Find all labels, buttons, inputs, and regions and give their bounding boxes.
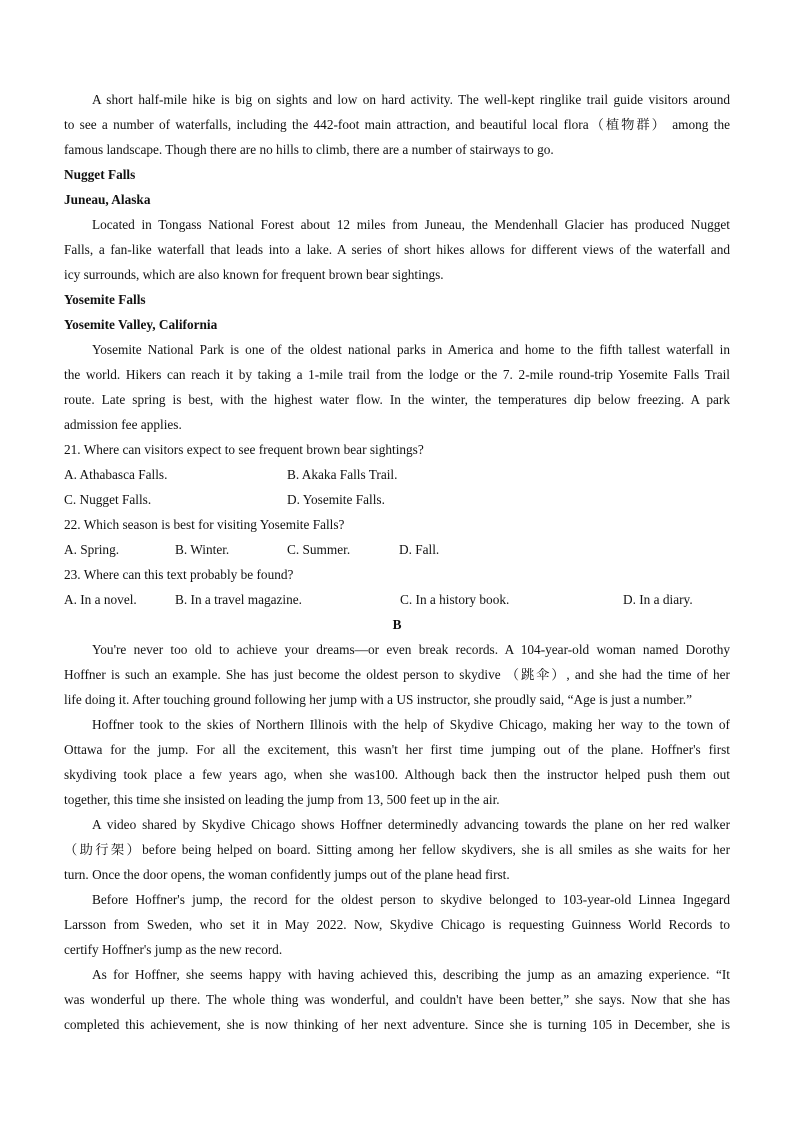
paragraph-line: Larsson from Sweden, who set it in May 2022. Now, Skydive Chicago is requesting Guinness World Records to (64, 917, 730, 932)
q21-option-d[interactable]: D. Yosemite Falls. (287, 492, 385, 507)
section-title: Yosemite Falls (64, 292, 146, 307)
paragraph-line: turn. Once the door opens, the woman confidently jumps out of the plane head first. (64, 867, 510, 882)
paragraph-line: Falls, a fan-like waterfall that leads into a lake. A series of short hikes allows for different views of the waterfall and (64, 242, 730, 257)
paragraph-line: was wonderful up there. The whole thing was wonderful, and couldn't have been better,” she says. Now that she has (64, 992, 730, 1007)
paragraph-line: Hoffner is such an example. She has just become the oldest person to skydive （跳伞）, and she had the time of her (64, 667, 730, 682)
q23-option-c[interactable]: C. In a history book. (400, 592, 510, 607)
paragraph-line: Yosemite National Park is one of the oldest national parks in America and home to the fifth tallest waterfall in (92, 342, 730, 357)
q22-option-d[interactable]: D. Fall. (399, 542, 440, 557)
paragraph-line: together, this time she insisted on leading the jump from 13, 500 feet up in the air. (64, 792, 500, 807)
paragraph-line: the world. Hikers can reach it by taking a 1-mile trail from the lodge or the 7. 2-mile round-trip Yosemite Falls Trail (64, 367, 730, 382)
paragraph-line: Ottawa for the jump. For all the excitement, this wasn't her first time jumping out of the plane. Hoffner's first (64, 742, 730, 757)
paragraph-line: Before Hoffner's jump, the record for the oldest person to skydive belonged to 103-year-old Linnea Ingegard (92, 892, 730, 907)
q23-option-a[interactable]: A. In a novel. (64, 592, 137, 607)
q21-option-a[interactable]: A. Athabasca Falls. (64, 467, 168, 482)
section-location: Juneau, Alaska (64, 192, 151, 207)
paragraph-line: to see a number of waterfalls, including the 442-foot main attraction, and beautiful local flora（植物群） among the (64, 117, 730, 132)
q21-option-c[interactable]: C. Nugget Falls. (64, 492, 152, 507)
paragraph-line: admission fee applies. (64, 417, 182, 432)
paragraph-line: route. Late spring is best, with the highest water flow. In the winter, the temperatures dip below freezing. A park (64, 392, 730, 407)
passage-b-heading: B (392, 617, 402, 632)
paragraph-line: A video shared by Skydive Chicago shows Hoffner determinedly advancing towards the plane on her red walker (92, 817, 730, 832)
paragraph-line: icy surrounds, which are also known for frequent brown bear sightings. (64, 267, 444, 282)
q22-option-b[interactable]: B. Winter. (175, 542, 230, 557)
question-stem-23: 23. Where can this text probably be found? (64, 567, 294, 582)
paragraph-line: completed this achievement, she is now thinking of her next adventure. Since she is turning 105 in December, she is (64, 1017, 730, 1032)
section-location: Yosemite Valley, California (64, 317, 218, 332)
q21-option-b[interactable]: B. Akaka Falls Trail. (287, 467, 398, 482)
q22-option-a[interactable]: A. Spring. (64, 542, 120, 557)
q23-option-b[interactable]: B. In a travel magazine. (175, 592, 303, 607)
paragraph-line: Hoffner took to the skies of Northern Illinois with the help of Skydive Chicago, making her way to the town of (92, 717, 730, 732)
paragraph-line: certify Hoffner's jump as the new record. (64, 942, 283, 957)
paragraph-line: life doing it. After touching ground following her jump with a US instructor, she proudly said, “Age is just a number.” (64, 692, 693, 707)
paragraph-line: A short half-mile hike is big on sights and low on hard activity. The well-kept ringlike trail guide visitors around (92, 92, 730, 107)
paragraph-line: famous landscape. Though there are no hills to climb, there are a number of stairways to go. (64, 142, 554, 157)
paragraph-line: You're never too old to achieve your dreams—or even break records. A 104-year-old woman named Dorothy (92, 642, 730, 657)
paragraph-line: Located in Tongass National Forest about 12 miles from Juneau, the Mendenhall Glacier has produced Nugget (92, 217, 730, 232)
paragraph-line: As for Hoffner, she seems happy with having achieved this, describing the jump as an amazing experience. “It (92, 967, 730, 982)
paragraph-line: （助行架）before being helped on board. Sitting among her fellow skydivers, she is all smiles as she waits for her (64, 842, 730, 857)
question-stem-21: 21. Where can visitors expect to see frequent brown bear sightings? (64, 442, 424, 457)
q23-option-d[interactable]: D. In a diary. (623, 592, 693, 607)
section-title: Nugget Falls (64, 167, 136, 182)
paragraph-line: skydiving took place a few years ago, when she was100. Although back then the instructor helped push them out (64, 767, 730, 782)
question-stem-22: 22. Which season is best for visiting Yosemite Falls? (64, 517, 345, 532)
q22-option-c[interactable]: C. Summer. (287, 542, 351, 557)
